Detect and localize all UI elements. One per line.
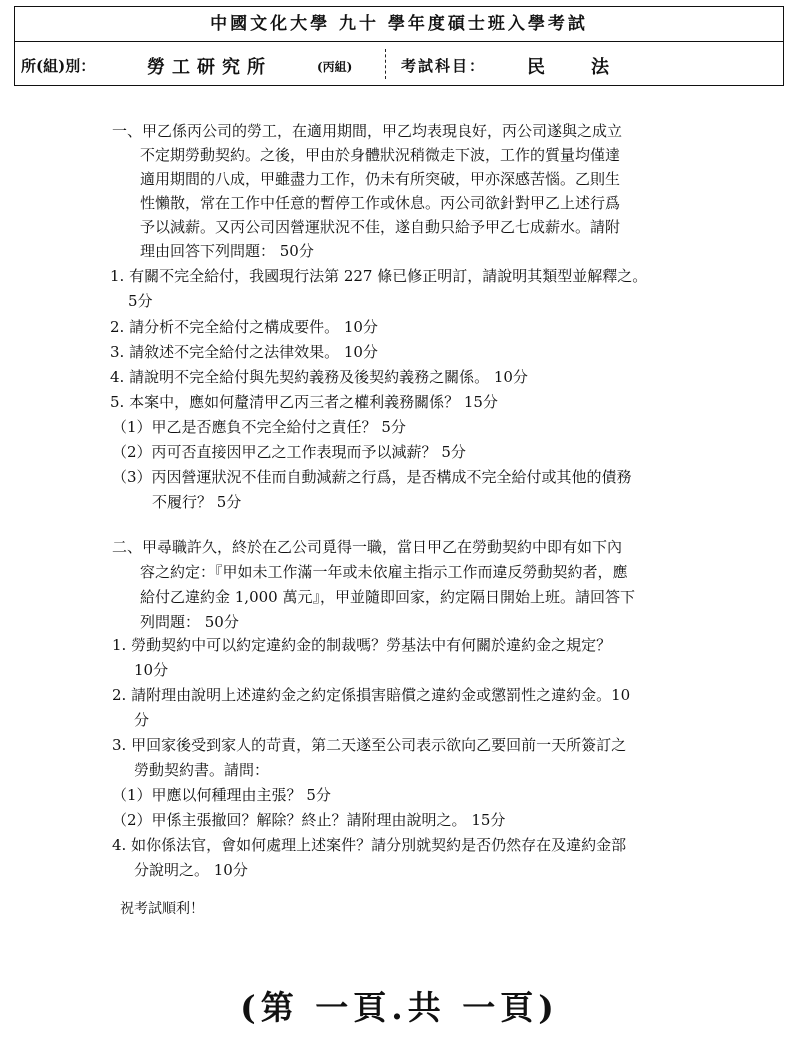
q1-intro-line: 不定期勞動契約。之後，甲由於身體狀況稍微走下波，工作的質量均僅達 [140,146,621,164]
q2-item: 4. 如你係法官，會如何處理上述案件？請分別就契約是否仍然存在及違約金部 [112,836,627,854]
q1-item: 1. 有關不完全給付，我國現行法第 227 條已修正明訂，請說明其類型並解釋之。 [110,267,648,285]
q1-item: 4. 請說明不完全給付與先契約義務及後契約義務之關係。 10分 [110,368,528,386]
q1-subitem: （1）甲乙是否應負不完全給付之責任？ 5分 [112,418,406,436]
q2-item: 3. 甲回家後受到家人的苛責，第二天遂至公司表示欲向乙要回前一天所簽訂之 [112,736,627,754]
q2-item: 2. 請附理由說明上述違約金之約定係損害賠償之違約金或懲罰性之違約金。10 [112,686,631,704]
header-divider [385,49,386,79]
exam-info-row [15,43,783,85]
q2-item: 10分 [134,661,169,679]
dept-value: 勞工研究所 [147,57,272,78]
q1-subitem: （2）丙可否直接因甲乙之工作表現而予以減薪？ 5分 [112,443,466,461]
q1-item: 5分 [128,292,153,310]
q2-intro-line: 給付乙違約金 1,000 萬元』，甲並隨即回家，約定隔日開始上班。請回答下 [140,588,635,606]
exam-title: 中國文化大學 九十 學年度碩士班入學考試 [15,7,783,42]
q2-subitem: （2）甲係主張撤回？解除？終止？請附理由說明之。 15分 [112,811,506,829]
q2-item: 分 [134,711,150,729]
q2-intro-line: 容之約定：『甲如未工作滿一年或未依雇主指示工作而違反勞動契約者，應 [140,563,628,581]
q2-item: 1. 勞動契約中可以約定違約金的制裁嗎？勞基法中有何關於違約金之規定？ [112,636,612,654]
subject-value: 民法 [527,57,655,78]
q1-intro-line: 性懶散，常在工作中任意的暫停工作或休息。丙公司欲針對甲乙上述行爲 [140,194,621,212]
q1-item: 2. 請分析不完全給付之構成要件。 10分 [110,318,378,336]
q1-subitem: 不履行？ 5分 [152,493,242,511]
q2-intro-line: 列問題： 50分 [140,613,239,631]
q1-intro-line: 予以減薪。又丙公司因營運狀況不佳，遂自動只給予甲乙七成薪水。請附 [140,218,621,236]
q1-intro-line: 理由回答下列問題： 50分 [140,242,314,260]
group-value: (丙組) [317,60,353,74]
page-footer: (第 一頁.共 一頁) [240,988,559,1027]
q2-subitem: （1）甲應以何種理由主張？ 5分 [112,786,331,804]
q1-intro-line: 適用期間的八成，甲雖盡力工作，仍未有所突破，甲亦深感苦惱。乙則生 [140,170,621,188]
q2-item: 分說明之。 10分 [134,861,248,879]
dept-label: 所(組)別： [21,57,96,75]
q2-item: 勞動契約書。請問： [134,761,270,779]
exam-header [14,6,784,86]
q1-subitem: （3）丙因營運狀況不佳而自動減薪之行爲，是否構成不完全給付或其他的債務 [112,468,632,486]
subject-label: 考試科目： [401,57,487,75]
q2-intro-line: 二、甲尋職許久，終於在乙公司覓得一職，當日甲乙在勞動契約中即有如下內 [112,538,623,556]
q1-item: 5. 本案中，應如何釐清甲乙丙三者之權利義務關係？ 15分 [110,393,498,411]
q1-item: 3. 請敘述不完全給付之法律效果。 10分 [110,343,378,361]
q1-intro-line: 一、甲乙係丙公司的勞工，在適用期間，甲乙均表現良好，丙公司遂與之成立 [112,122,623,140]
closing-remark: 祝考試順利！ [120,901,204,917]
